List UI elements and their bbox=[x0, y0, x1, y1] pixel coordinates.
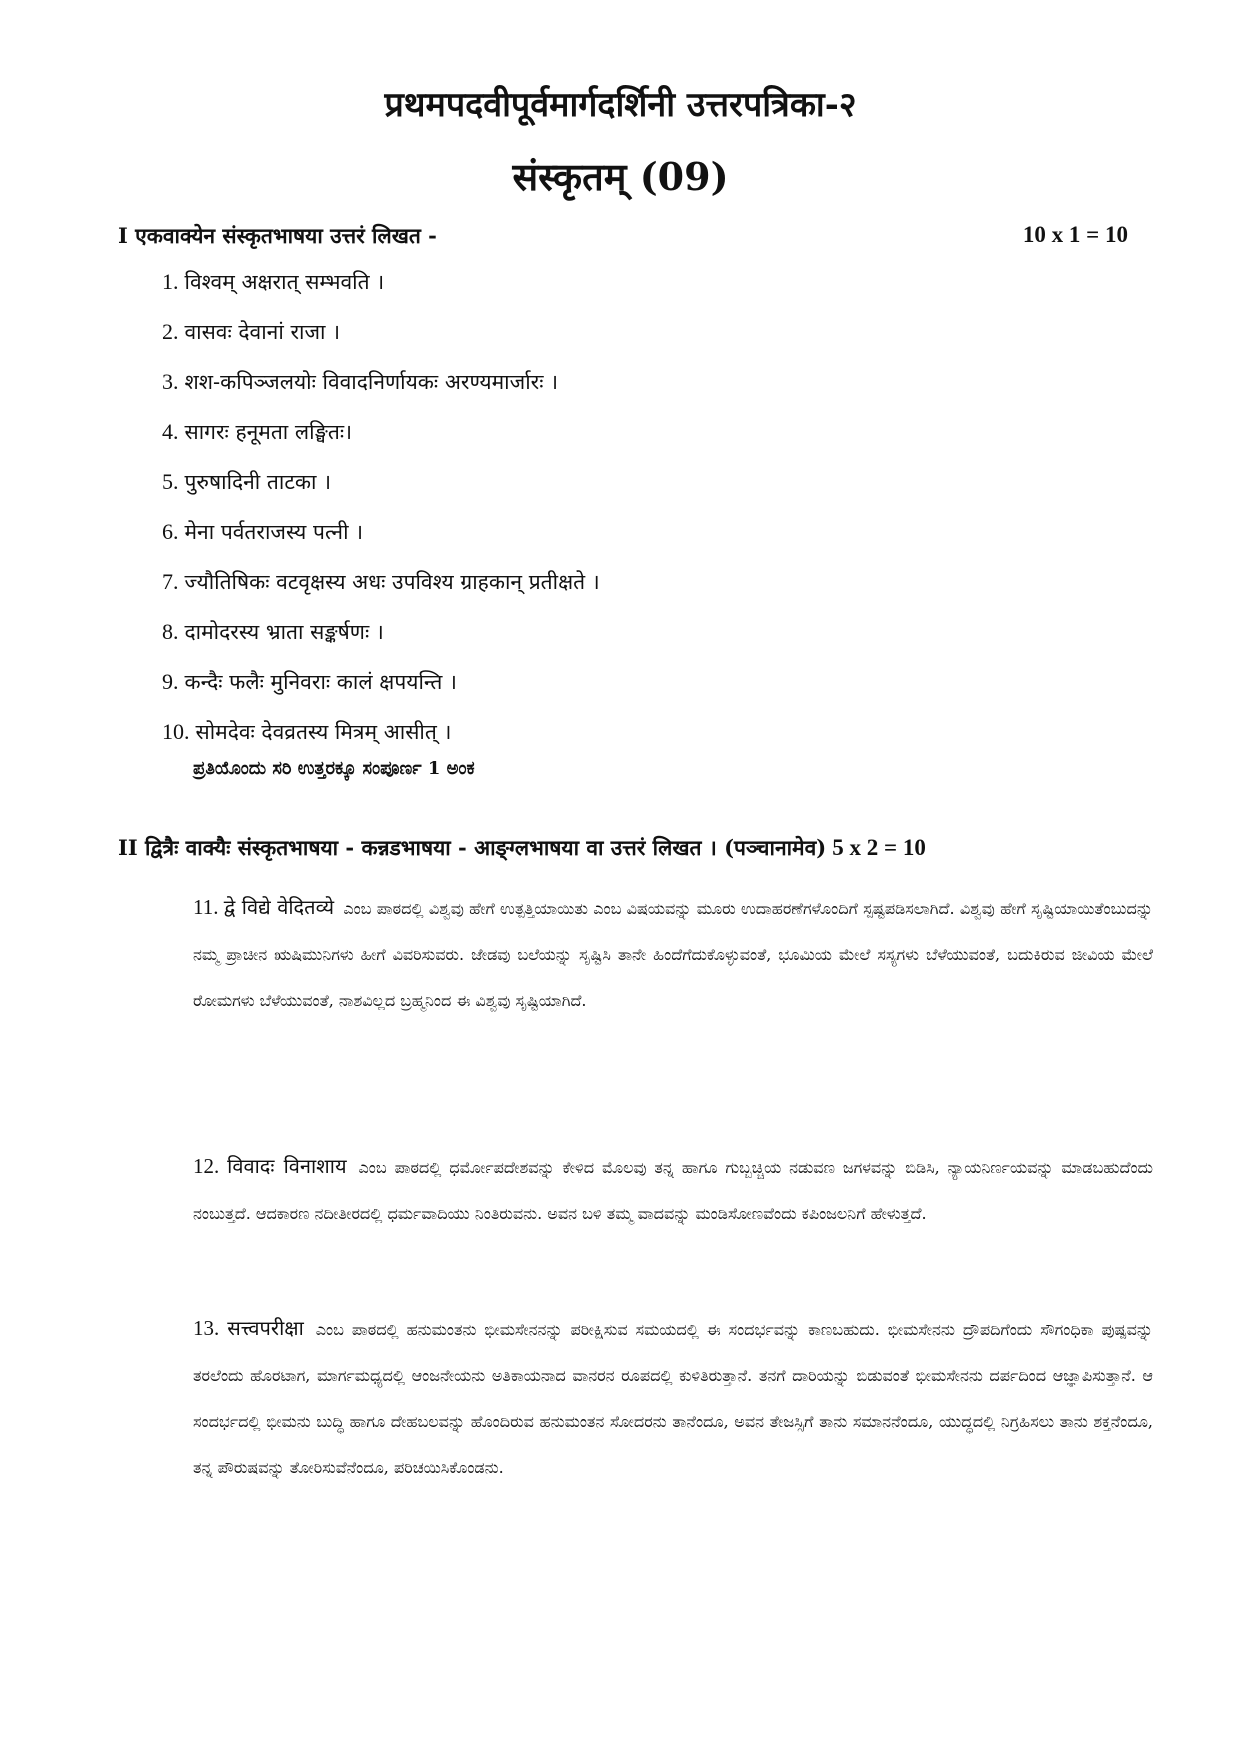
lesson-title: सत्त्वपरीक्षा bbox=[227, 1316, 304, 1340]
answer-number: 6. bbox=[162, 519, 179, 544]
answer-text: दामोदरस्य भ्राता सङ्कर्षणः । bbox=[184, 620, 384, 644]
answer-number: 9. bbox=[162, 669, 179, 694]
section-1-heading bbox=[118, 222, 1128, 250]
question-number: 13. bbox=[193, 1316, 220, 1340]
answer-item-10 bbox=[162, 712, 600, 762]
answer-item-9 bbox=[162, 662, 600, 712]
answer-paragraph-13 bbox=[193, 1305, 1153, 1491]
answer-text: सोमदेवः देवव्रतस्य मित्रम् आसीत् । bbox=[195, 720, 452, 744]
answer-item-7 bbox=[162, 562, 600, 612]
answer-text: सागरः हनूमता लङ्घितः। bbox=[184, 420, 353, 444]
lesson-title: द्वे विद्ये वेदितव्ये bbox=[223, 895, 335, 919]
answer-item-6 bbox=[162, 512, 600, 562]
section-1-marks: 10 x 1 = 10 bbox=[1022, 222, 1128, 247]
answer-text: वासवः देवानां राजा । bbox=[184, 320, 341, 344]
answer-text: शश-कपिञ्जलयोः विवादनिर्णायकः अरण्यमार्जारः । bbox=[184, 370, 559, 394]
question-number: 11. bbox=[193, 895, 219, 919]
answer-item-4 bbox=[162, 412, 600, 462]
section-2-instruction: II द्वित्रैः वाक्यैः संस्कृतभाषया - कन्नडभाषया - आङ्ग्लभाषया वा उत्तरं लिखत । (पञ्चानामेव) bbox=[118, 835, 827, 860]
answer-text: विश्वम् अक्षरात् सम्भवति । bbox=[184, 270, 385, 294]
marks-note: ಪ್ರತಿಯೊಂದು ಸರಿ ಉತ್ತರಕ್ಕೂ ಸಂಪೂರ್ಣ 1 ಅಂಕ bbox=[193, 758, 475, 779]
answer-number: 4. bbox=[162, 419, 179, 444]
section-2-heading bbox=[118, 834, 1128, 862]
answer-body: ಎಂಬ ಪಾಠದಲ್ಲಿ ಧರ್ಮೋಪದೇಶವನ್ನು ಕೇಳಿದ ಮೊಲವು ತನ್ನ ಹಾಗೂ ಗುಬ್ಬಚ್ಚಿಯ ನಡುವಣ ಜಗಳವನ್ನು ಬಿಡಿಸಿ, ನ್ಯಾಯನಿರ್ಣಯವನ್ನು ಮಾಡಬಹುದೆಂದು ನಂಬುತ್ತದೆ. ಆದಕಾರಣ ನದೀತೀರದಲ್ಲಿ ಧರ್ಮವಾದಿಯು ನಿಂತಿರುವನು. ಅವನ ಬಳಿ ತಮ್ಮ ವಾದವನ್ನು ಮಂಡಿಸೋಣವೆಂದು ಕಪಿಂಜಲನಿಗೆ ಹೇಳುತ್ತದೆ. bbox=[193, 1158, 1153, 1223]
answer-number: 3. bbox=[162, 369, 179, 394]
answer-body: ಎಂಬ ಪಾಠದಲ್ಲಿ ವಿಶ್ವವು ಹೇಗೆ ಉತ್ಪತ್ತಿಯಾಯಿತು ಎಂಬ ವಿಷಯವನ್ನು ಮೂರು ಉದಾಹರಣೆಗಳೊಂದಿಗೆ ಸ್ಪಷ್ಟಪಡಿಸಲಾಗಿದೆ. ವಿಶ್ವವು ಹೇಗೆ ಸೃಷ್ಟಿಯಾಯಿತೆಂಬುದನ್ನು ನಮ್ಮ ಪ್ರಾಚೀನ ಋಷಿಮುನಿಗಳು ಹೀಗೆ ವಿವರಿಸುವರು. ಜೇಡವು ಬಲೆಯನ್ನು ಸೃಷ್ಟಿಸಿ ತಾನೇ ಹಿಂದೆಗೆದುಕೊಳ್ಳುವಂತೆ, ಭೂಮಿಯ ಮೇಲೆ ಸಸ್ಯಗಳು ಬೆಳೆಯುವಂತೆ, ಬದುಕಿರುವ ಜೀವಿಯ ಮೇಲೆ ರೋಮಗಳು ಬೆಳೆಯುವಂತೆ, ನಾಶವಿಲ್ಲದ ಬ್ರಹ್ಮನಿಂದ ಈ ವಿಶ್ವವು ಸೃಷ್ಟಿಯಾಗಿದೆ. bbox=[193, 899, 1154, 1010]
section-2-marks: 5 x 2 = 10 bbox=[832, 835, 926, 860]
answer-item-1 bbox=[162, 262, 600, 312]
answer-item-2 bbox=[162, 312, 600, 362]
answer-number: 7. bbox=[162, 569, 179, 594]
lesson-title: विवादः विनाशाय bbox=[227, 1154, 347, 1178]
question-number: 12. bbox=[193, 1154, 220, 1178]
answer-number: 10. bbox=[162, 719, 190, 744]
section-1-answer-list bbox=[162, 262, 600, 762]
page-title: प्रथमपदवीपूर्वमार्गदर्शिनी उत्तरपत्रिका-२ bbox=[384, 85, 857, 125]
answer-text: ज्यौतिषिकः वटवृक्षस्य अधः उपविश्य ग्राहकान् प्रतीक्षते । bbox=[184, 570, 600, 594]
answer-text: मेना पर्वतराजस्य पत्नी । bbox=[184, 520, 364, 544]
answer-number: 5. bbox=[162, 469, 179, 494]
answer-number: 8. bbox=[162, 619, 179, 644]
answer-text: पुरुषादिनी ताटका । bbox=[184, 470, 332, 494]
answer-number: 2. bbox=[162, 319, 179, 344]
subject-title: संस्कृतम् (09) bbox=[512, 154, 729, 199]
answer-number: 1. bbox=[162, 269, 179, 294]
answer-item-8 bbox=[162, 612, 600, 662]
answer-item-3 bbox=[162, 362, 600, 412]
answer-body: ಎಂಬ ಪಾಠದಲ್ಲಿ ಹನುಮಂತನು ಭೀಮಸೇನನನ್ನು ಪರೀಕ್ಷಿಸುವ ಸಮಯದಲ್ಲಿ ಈ ಸಂದರ್ಭವನ್ನು ಕಾಣಬಹುದು. ಭೀಮಸೇನನು ದ್ರೌಪದಿಗೆಂದು ಸೌಗಂಧಿಕಾ ಪುಷ್ಪವನ್ನು ತರಲೆಂದು ಹೊರಟಾಗ, ಮಾರ್ಗಮಧ್ಯದಲ್ಲಿ ಆಂಜನೇಯನು ಅತಿಕಾಯನಾದ ವಾನರನ ರೂಪದಲ್ಲಿ ಕುಳಿತಿರುತ್ತಾನೆ. ತನಗೆ ದಾರಿಯನ್ನು ಬಿಡುವಂತೆ ಭೀಮಸೇನನು ದರ್ಪದಿಂದ ಆಜ್ಞಾಪಿಸುತ್ತಾನೆ. ಆ ಸಂದರ್ಭದಲ್ಲಿ ಭೀಮನು ಬುದ್ಧಿ ಹಾಗೂ ದೇಹಬಲವನ್ನು ಹೊಂದಿರುವ ಹನುಮಂತನ ಸೋದರನು ತಾನೆಂದೂ, ಅವನ ತೇಜಸ್ಸಿಗೆ ತಾನು ಸಮಾನನೆಂದೂ, ಯುದ್ಧದಲ್ಲಿ ನಿಗ್ರಹಿಸಲು ತಾನು ಶಕ್ತನೆಂದೂ, ತನ್ನ ಪೌರುಷವನ್ನು ತೋರಿಸುವೆನೆಂದೂ, ಪರಿಚಯಿಸಿಕೊಂಡನು. bbox=[193, 1320, 1153, 1477]
answer-text: कन्दैः फलैः मुनिवराः कालं क्षपयन्ति । bbox=[184, 670, 457, 694]
answer-item-5 bbox=[162, 462, 600, 512]
answer-paragraph-11 bbox=[193, 884, 1153, 1024]
section-1-instruction: I एकवाक्येन संस्कृतभाषया उत्तरं लिखत - bbox=[118, 223, 437, 248]
answer-paragraph-12 bbox=[193, 1143, 1153, 1237]
